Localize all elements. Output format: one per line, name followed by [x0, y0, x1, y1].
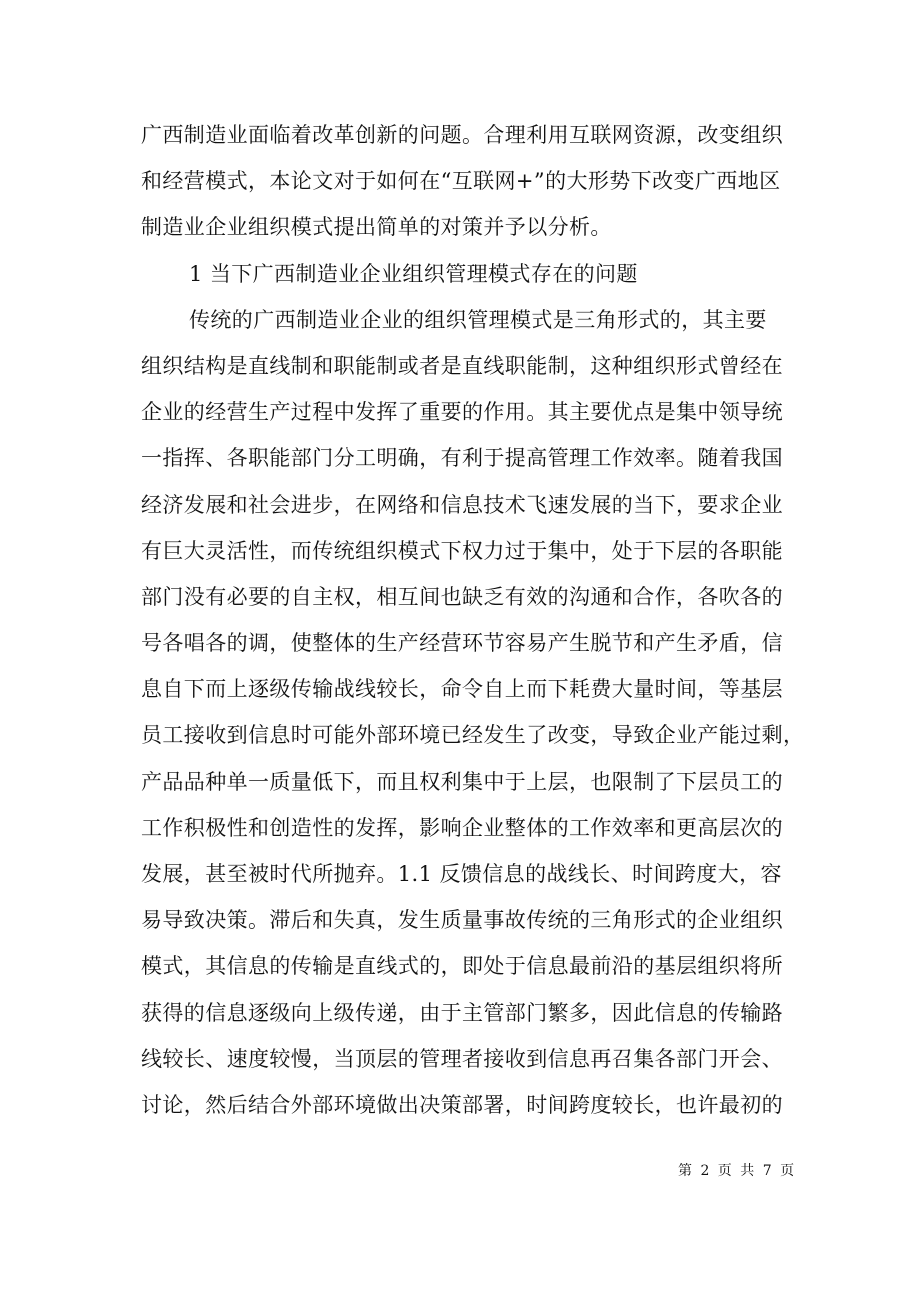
paragraph-line-8: 号各唱各的调，使整体的生产经营环节容易产生脱节和产生矛盾，信	[141, 631, 783, 656]
text-line-1: 广西制造业面临着改革创新的问题。合理利用互联网资源，改变组织	[141, 123, 783, 147]
paragraph-line-12: 工作积极性和创造性的发挥，影响企业整体的工作效率和更高层次的	[141, 815, 783, 840]
paragraph-line-15: 模式，其信息的传输是直线式的，即处于信息最前沿的基层组织将所	[141, 954, 783, 979]
paragraph-line-14: 易导致决策。滞后和失真，发生质量事故传统的三角形式的企业组织	[141, 908, 783, 933]
paragraph-line-11: 产品品种单一质量低下，而且权利集中于上层，也限制了下层员工的	[141, 769, 783, 794]
paragraph-line-10: 员工接收到信息时可能外部环境已经发生了改变，导致企业产能过剩，	[141, 723, 805, 748]
paragraph-line-18: 讨论，然后结合外部环境做出决策部署，时间跨度较长，也许最初的	[141, 1092, 783, 1117]
body-text	[141, 112, 805, 1128]
paragraph-line-16: 获得的信息逐级向上级传递，由于主管部门繁多，因此信息的传输路	[141, 1000, 783, 1025]
paragraph-line-13: 发展，甚至被时代所抛弃。1.1 反馈信息的战线长、时间跨度大，容	[141, 862, 782, 886]
paragraph-line-6: 有巨大灵活性，而传统组织模式下权力过于集中，处于下层的各职能	[141, 538, 783, 563]
paragraph-line-5: 经济发展和社会进步，在网络和信息技术飞速发展的当下，要求企业	[141, 492, 783, 517]
paragraph-line-1: 传统的广西制造业企业的组织管理模式是三角形式的，其主要	[189, 307, 767, 332]
paragraph-line-17: 线较长、速度较慢，当顶层的管理者接收到信息再召集各部门开会、	[141, 1046, 783, 1071]
paragraph-line-7: 部门没有必要的自主权，相互间也缺乏有效的沟通和合作，各吹各的	[141, 584, 783, 609]
paragraph-line-9: 息自下而上逐级传输战线较长，命令自上而下耗费大量时间，等基层	[141, 677, 783, 702]
paragraph-line-4: 一指挥、各职能部门分工明确，有利于提高管理工作效率。随着我国	[141, 446, 783, 471]
paragraph-line-2: 组织结构是直线制和职能制或者是直线职能制，这种组织形式曾经在	[141, 353, 783, 378]
paragraph-line-3: 企业的经营生产过程中发挥了重要的作用。其主要优点是集中领导统	[141, 400, 783, 425]
page-number: 第 2 页 共 7 页	[678, 1163, 797, 1179]
text-line-3: 制造业企业组织模式提出简单的对策并予以分析。	[141, 215, 612, 240]
section-heading: 1 当下广西制造业企业组织管理模式存在的问题	[189, 261, 638, 286]
text-line-2: 和经营模式，本论文对于如何在“互联网+”的大形势下改变广西地区	[141, 169, 781, 194]
